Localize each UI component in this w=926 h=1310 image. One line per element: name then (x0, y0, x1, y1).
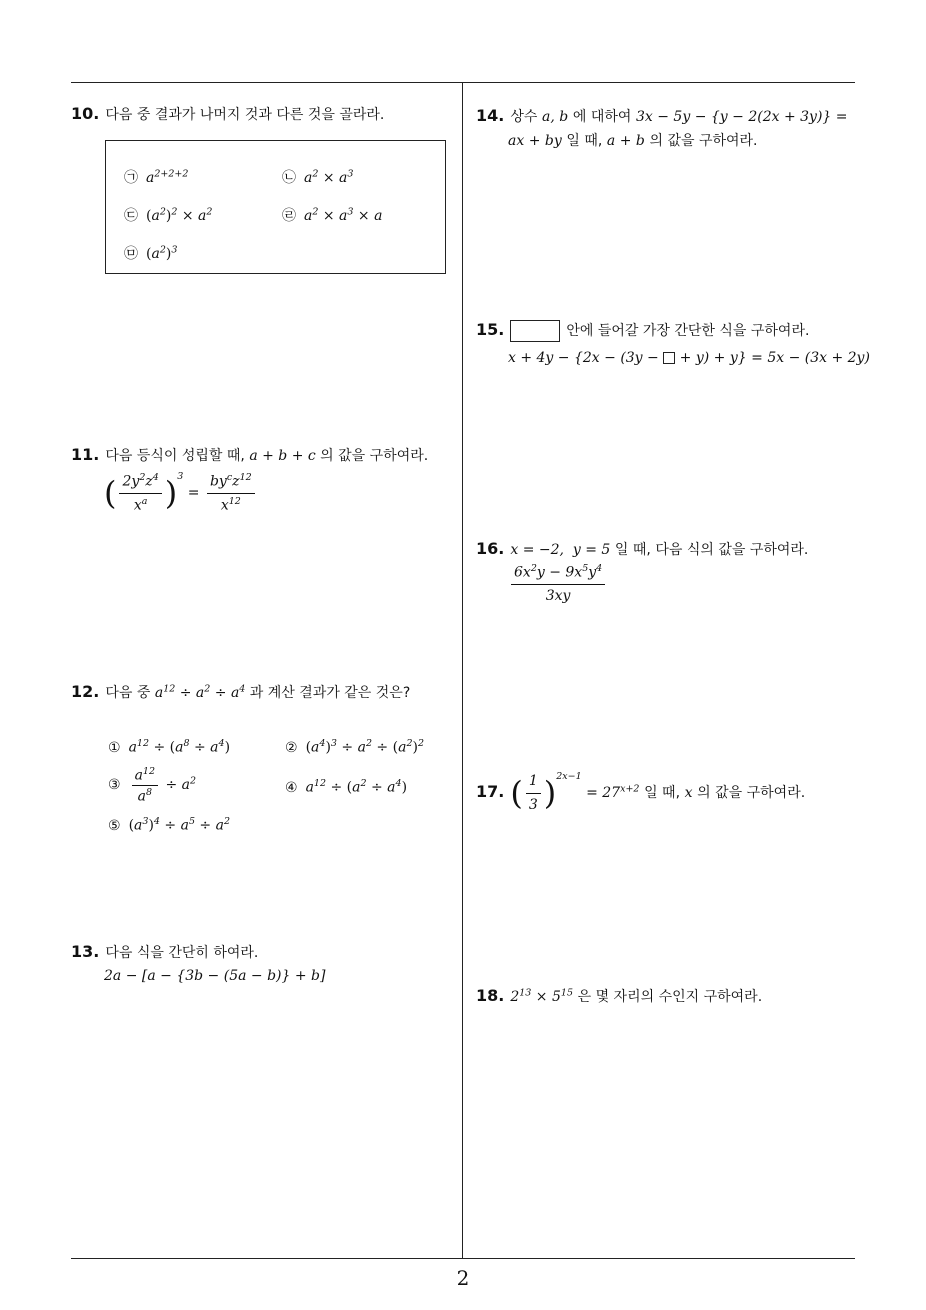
question-number: 17. (476, 782, 505, 801)
question-15 (476, 318, 809, 342)
question-number: 15. (476, 320, 505, 339)
top-rule (71, 82, 855, 83)
question-13 (71, 940, 258, 964)
choice-2: ② $(a^4)^3 \div a^2 \div (a^2)^2$ (285, 738, 425, 756)
question-number: 10. (71, 104, 100, 123)
question-number: 12. (71, 682, 100, 701)
choices-box (105, 140, 446, 274)
question-16: 16. x = −2, y = 5 일 때, 다음 식의 값을 구하여라. (476, 539, 809, 558)
choice-3: ㉢ $(a^2)^2 \times a^2$ (124, 206, 213, 224)
question-number: 13. (71, 942, 100, 961)
choice-5: ⑤ $(a^3)^4 \div a^5 \div a^2$ (108, 816, 231, 834)
question-18: 18. $2^{13} \times 5^{15}$ 은 몇 자리의 수인지 구하여라. (476, 986, 763, 1005)
choice-4: ④ $a^{12} \div (a^2 \div a^4)$ (285, 778, 408, 796)
expression-16: $\frac{6x^2y - 9x^5y^4}{3xy}$ (508, 562, 608, 606)
choice-3: ③ $\frac{a^{12}}{a^8}$ ÷ $a^2$ (108, 766, 197, 805)
equation-11: ( $\frac{2y^2z^4}{x^a}$ )$^3$ = $\frac{by^cz^{12}}{x^{12}}$ (104, 470, 258, 515)
choice-5: ㉤ $(a^2)^3$ (124, 244, 178, 262)
question-number: 14. (476, 106, 505, 125)
question-14: 14. 상수 a, b 에 대하여 3x − 5y − {y − 2(2x + 3y)} = (476, 106, 848, 125)
question-number: 18. (476, 986, 505, 1005)
answer-blank (510, 320, 560, 342)
question-14-cont: ax + by 일 때, a + b 의 값을 구하여라. (508, 133, 758, 149)
question-number: 16. (476, 539, 505, 558)
column-divider (462, 83, 463, 1258)
question-stem-prefix: 다음 등식이 성립할 때, (105, 448, 250, 464)
question-10 (71, 102, 384, 126)
question-stem: 안에 들어갈 가장 간단한 식을 구하여라. (566, 323, 810, 339)
page-number: 2 (456, 1266, 470, 1290)
question-17: 17. ( $\frac{1}{3}$ )$^{2x-1} = 27^{x+2}$ 일 때, x 의 값을 구하여라. (476, 771, 806, 813)
expression-13: 2a − [a − {3b − (5a − b)} + b] (104, 968, 326, 984)
question-11: 11. 다음 등식이 성립할 때, a + b + c 의 값을 구하여라. (71, 445, 429, 464)
question-stem: 다음 식을 간단히 하여라. (105, 945, 259, 961)
question-number: 11. (71, 445, 100, 464)
question-stem: 다음 중 결과가 나머지 것과 다른 것을 골라라. (105, 107, 385, 123)
choice-1: ㉠ $a^{2+2+2}$ (124, 168, 189, 186)
bottom-rule (71, 1258, 855, 1259)
choice-2: ㉡ $a^2 \times a^3$ (282, 168, 354, 186)
choice-1: ① $a^{12} \div (a^8 \div a^4)$ (108, 738, 231, 756)
equation-15: x + 4y − {2x − (3y − + y) + y} = 5x − (3x + 2y) (508, 350, 870, 366)
question-12: 12. 다음 중 $a^{12} \div a^2 \div a^4$ 과 계산 결과가 같은 것은? (71, 682, 411, 701)
choice-4: ㉣ $a^2 \times a^3 \times a$ (282, 206, 383, 224)
